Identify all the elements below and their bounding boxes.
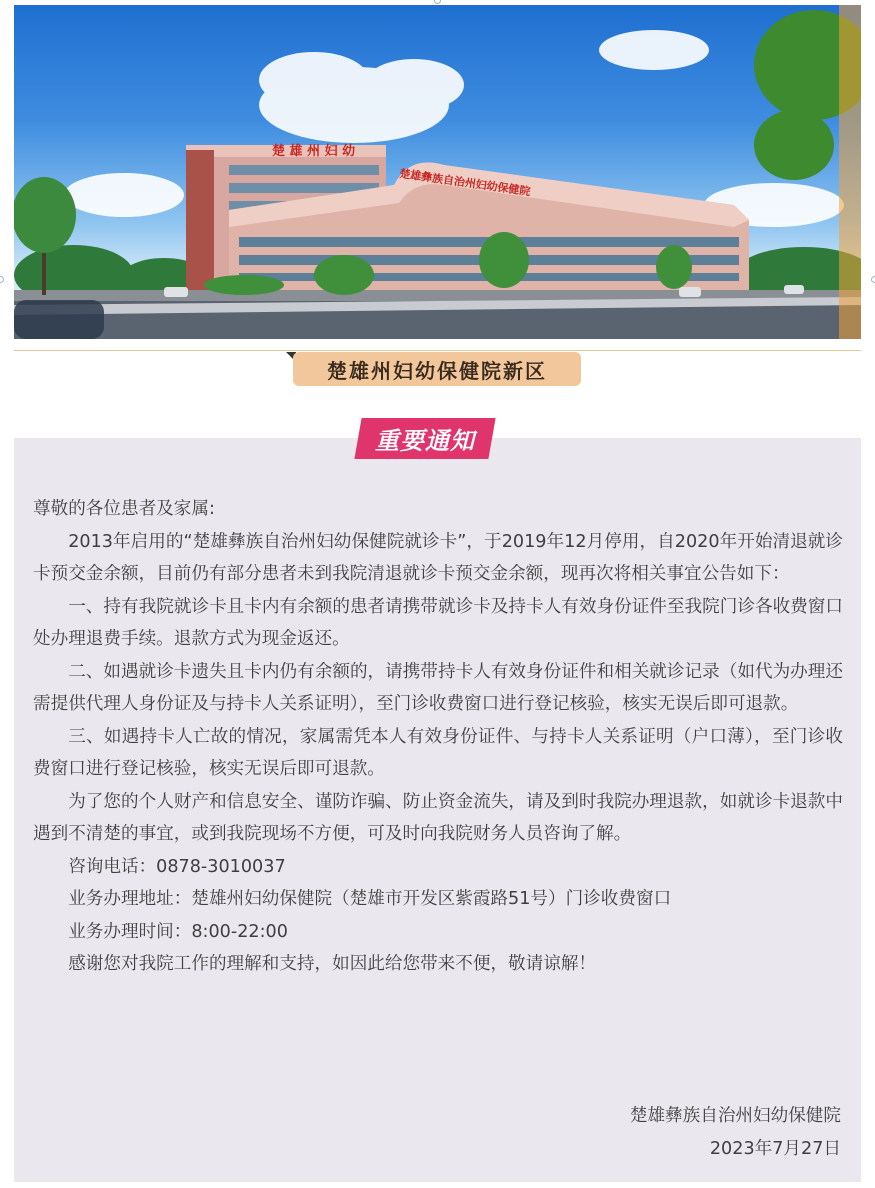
business-hours: 业务办理时间：8:00-22:00 — [68, 921, 288, 942]
notice-paragraph: 为了您的个人财产和信息安全、谨防诈骗、防止资金流失，请及到时我院办理退款，如就诊卡退款中遇到不清楚的事宜，或到我院现场不方便，可及时向我院财务人员咨询了解。 — [33, 791, 843, 844]
notice-paragraph: 三、如遇持卡人亡故的情况，家属需凭本人有效身份证件、与持卡人关系证明（户口薄），至门诊收费窗口进行登记核验，核实无误后即可退款。 — [33, 726, 843, 779]
frame-handle-left — [0, 276, 4, 283]
notice-body — [33, 493, 843, 981]
notice-paragraph: 2013年启用的“楚雄彝族自治州妇幼保健院就诊卡”，于2019年12月停用，自2020年开始清退就诊卡预交金余额，目前仍有部分患者未到我院清退就诊卡预交金余额，现再次将相关事宜公告如下： — [33, 531, 843, 584]
contact-phone: 咨询电话：0878-3010037 — [68, 856, 286, 877]
hospital-photo — [14, 5, 861, 339]
notice-paragraph: 二、如遇就诊卡遗失且卡内仍有余额的，请携带持卡人有效身份证件和相关就诊记录（如代为办理还需提供代理人身份证及与持卡人关系证明），至门诊收费窗口进行登记核验，核实无误后即可退款。 — [33, 661, 843, 714]
photo-caption: 楚雄州妇幼保健院新区 — [293, 352, 581, 386]
notice-title-badge — [354, 418, 495, 459]
frame-handle-right — [871, 276, 875, 283]
notice-greeting: 尊敬的各位患者及家属: — [33, 499, 215, 519]
caption-divider — [14, 350, 861, 351]
front-building-sign: 楚雄彝族自治州妇幼保健院 — [398, 167, 532, 199]
signature-date: 2023年7月27日 — [709, 1138, 841, 1159]
notice-paragraph: 一、持有我院就诊卡且卡内有余额的患者请携带就诊卡及持卡人有效身份证件至我院门诊各收费窗口处办理退费手续。退款方式为现金返还。 — [33, 596, 843, 649]
hospital-illustration — [14, 5, 861, 339]
closing-remark: 感谢您对我院工作的理解和支持，如因此给您带来不便，敬请谅解！ — [68, 954, 597, 974]
notice-signature — [630, 1100, 841, 1165]
frame-handle-top — [434, 0, 441, 4]
tall-building-sign: 楚 雄 州 妇 幼 — [272, 144, 356, 159]
business-address: 业务办理地址：楚雄州妇幼保健院（楚雄市开发区紫霞路51号）门诊收费窗口 — [68, 889, 672, 909]
signature-organization: 楚雄彝族自治州妇幼保健院 — [629, 1106, 841, 1126]
notice-title: 重要通知 — [375, 427, 475, 455]
